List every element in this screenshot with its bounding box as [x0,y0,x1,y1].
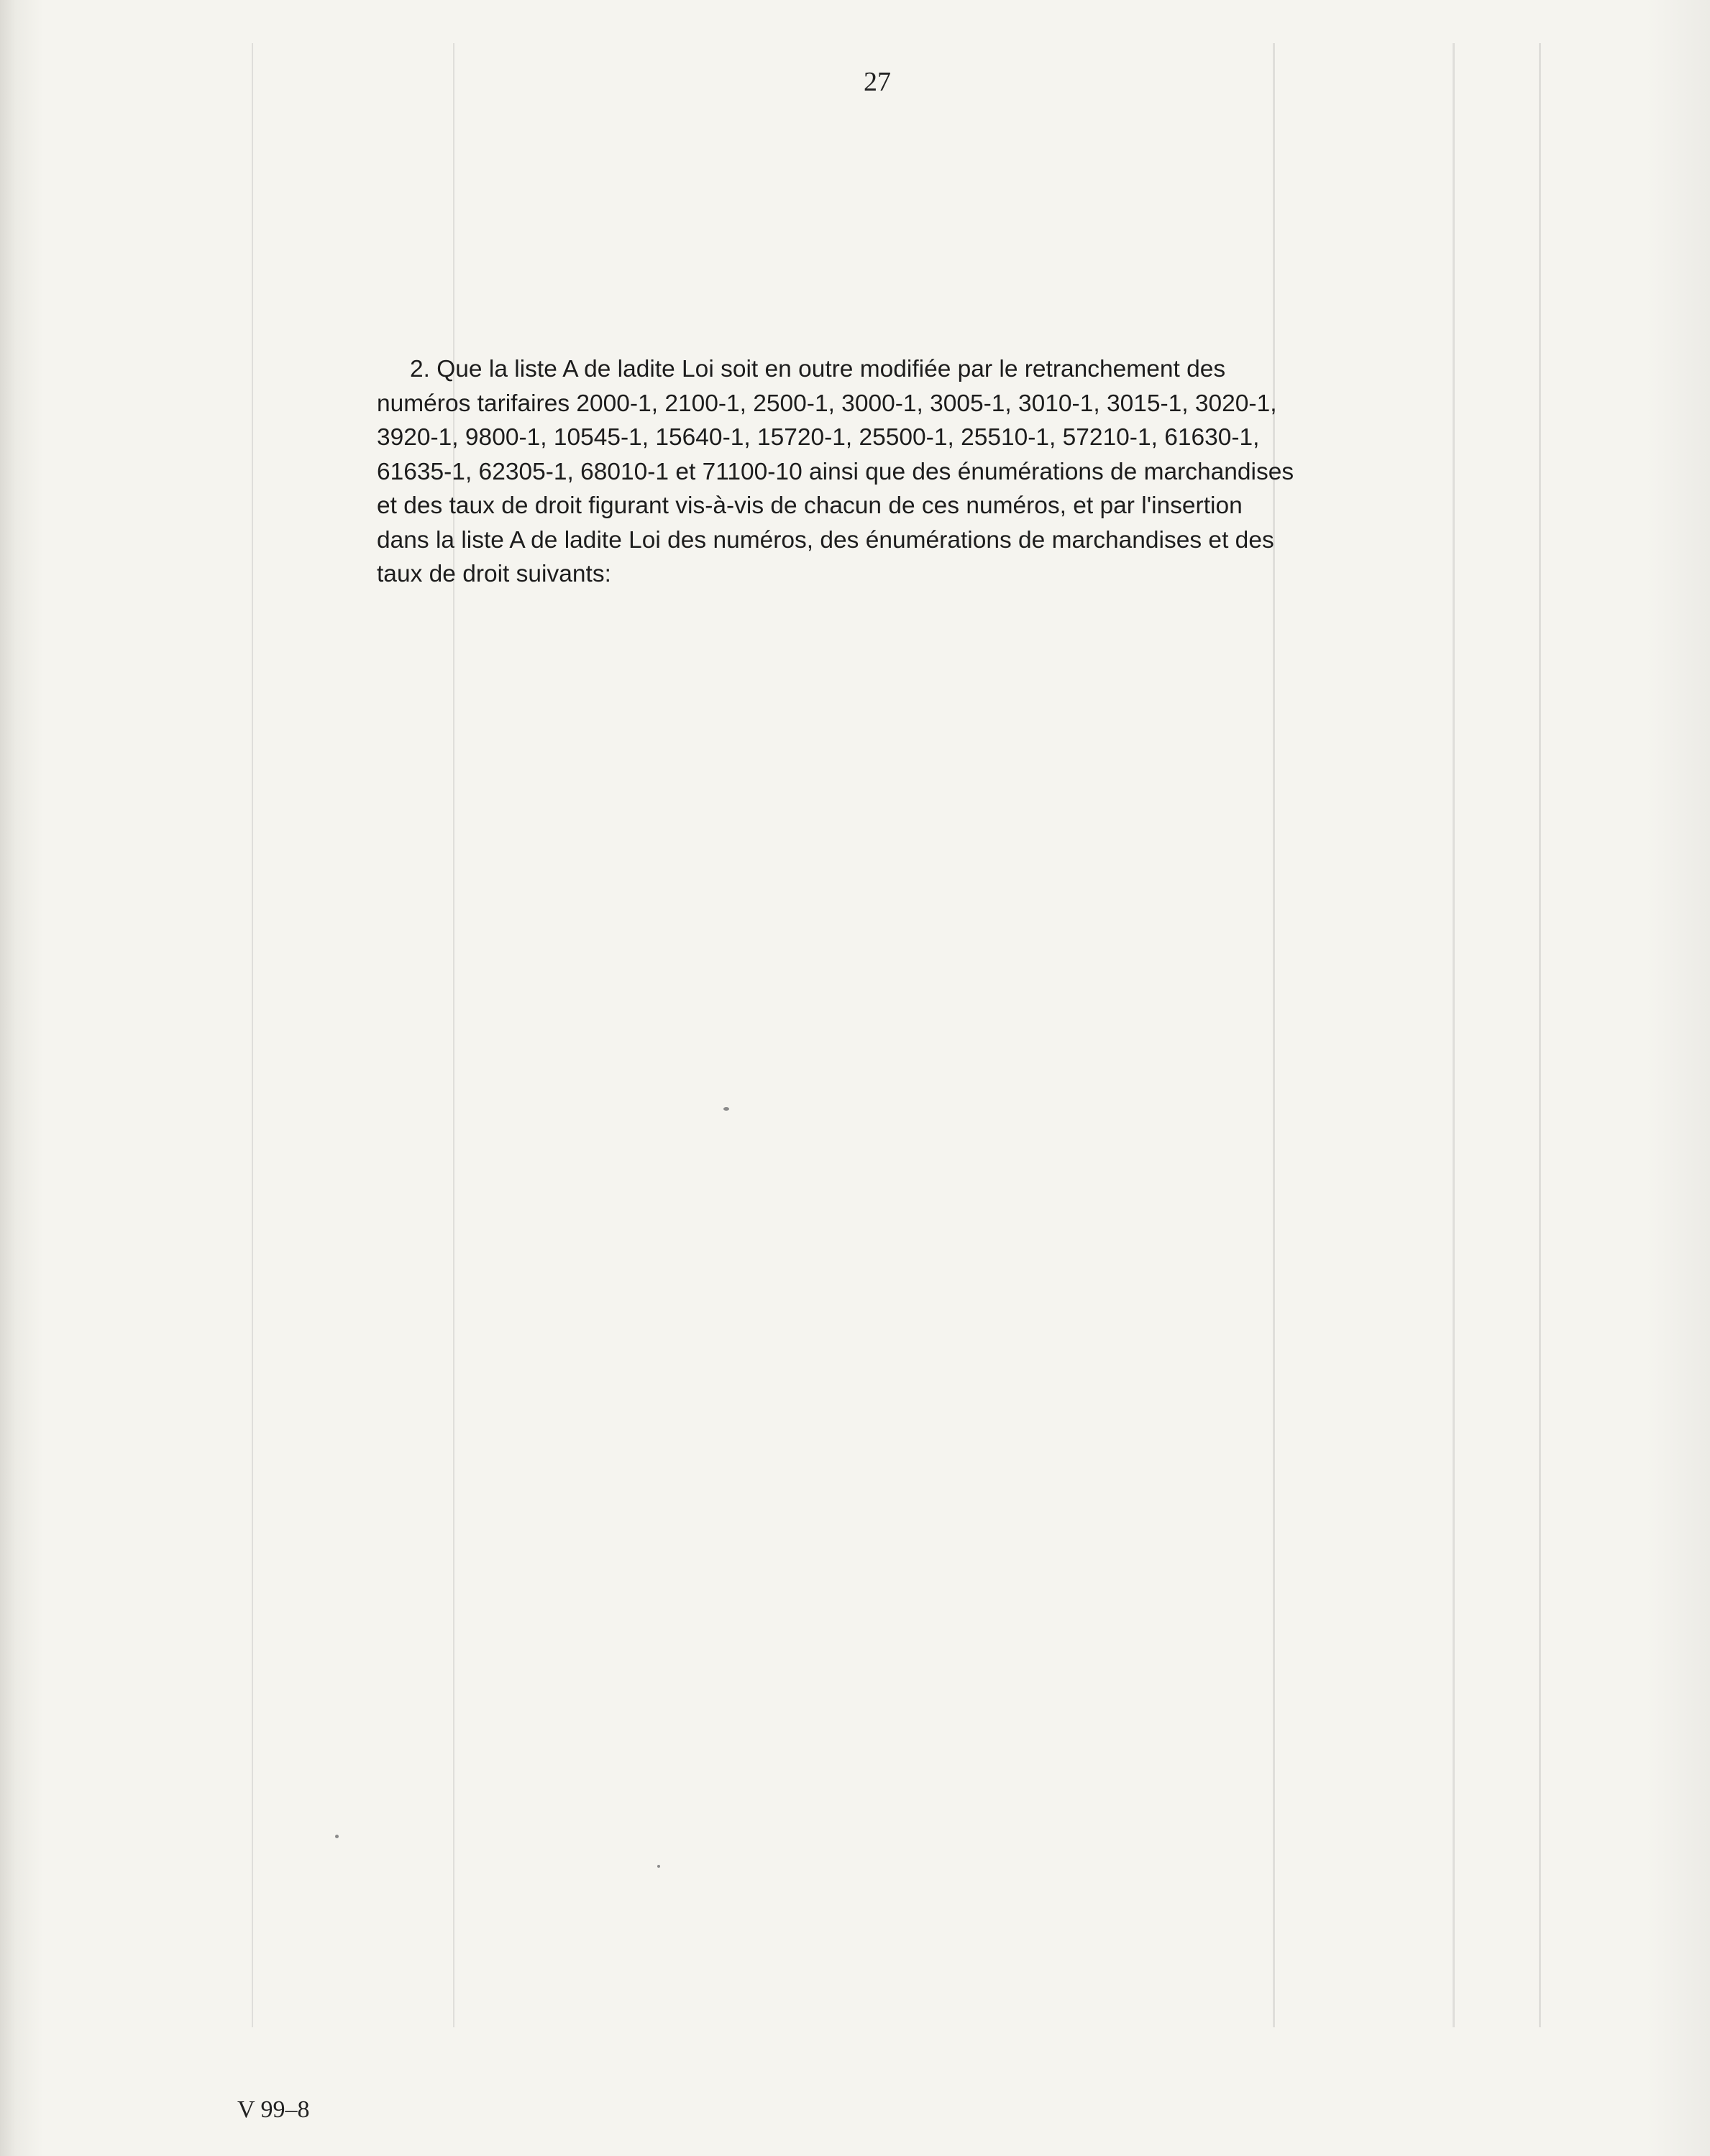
paper-speck [335,1835,339,1838]
show-through-rule [1539,43,1541,2027]
paper-speck [657,1865,660,1868]
page-number: 27 [864,67,891,97]
paragraph-line: dans la liste A de ladite Loi des numéros, des énumérations de marchandises et des [377,526,1274,554]
show-through-rule [252,43,253,2027]
paragraph-line: 61635-1, 62305-1, 68010-1 et 71100-10 ainsi que des énumérations de marchandises [377,458,1294,485]
amendment-paragraph [377,352,1398,592]
paragraph-line: 2. Que la liste A de ladite Loi soit en outre modifiée par le retranchement des [410,356,1226,382]
document-code: V 99–8 [237,2096,310,2123]
paragraph-line: taux de droit suivants: [377,561,611,587]
show-through-rule [453,43,454,2027]
paragraph-line: et des taux de droit figurant vis-à-vis de chacun de ces numéros, et par l'insertion [377,492,1243,519]
show-through-rule [1273,43,1275,2027]
paper-speck [723,1107,729,1111]
show-through-rule [1453,43,1455,2027]
show-through-table [108,43,1675,2056]
paragraph-line: numéros tarifaires 2000-1, 2100-1, 2500-1, 3000-1, 3005-1, 3010-1, 3015-1, 3020-1, [377,390,1277,417]
paragraph-line: 3920-1, 9800-1, 10545-1, 15640-1, 15720-1, 25500-1, 25510-1, 57210-1, 61630-1, [377,424,1260,451]
